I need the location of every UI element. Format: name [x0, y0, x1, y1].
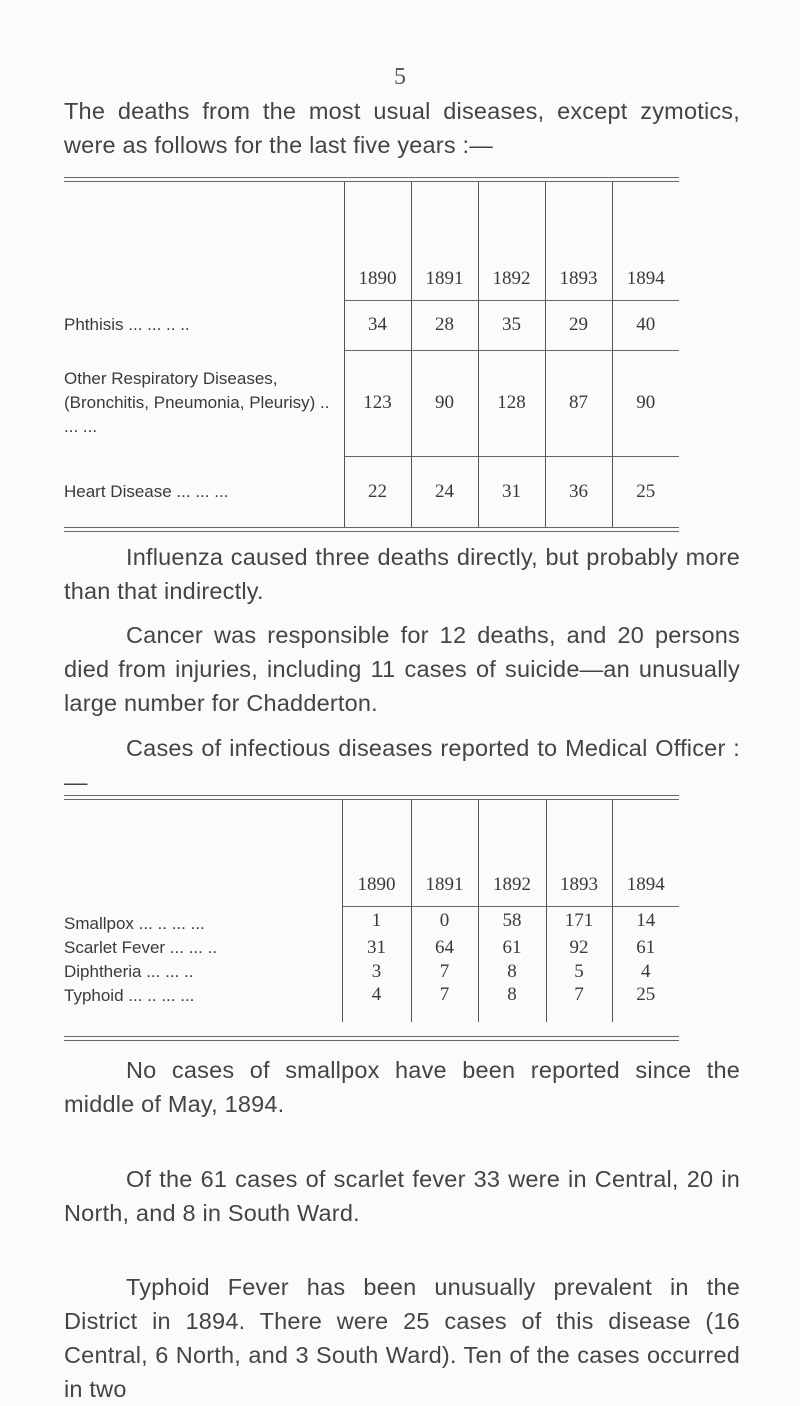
cases-table [64, 800, 679, 1022]
page-number: 5 [394, 64, 406, 90]
cell: 31 [478, 456, 545, 527]
cell: 90 [411, 350, 478, 456]
cell: 7 [411, 960, 478, 984]
cell: 25 [612, 984, 679, 1022]
table-row [64, 936, 679, 960]
row-label: Heart Disease ... ... ... [64, 481, 229, 501]
year-header: 1890 [344, 182, 411, 300]
cell: 1 [342, 906, 411, 936]
table-row [64, 300, 679, 350]
cell: 29 [545, 300, 612, 350]
cell: 0 [411, 906, 478, 936]
intro-paragraph: The deaths from the most usual diseases, except zymotics, were as follows for the last five years :— [64, 98, 740, 158]
typhoid-paragraph: Typhoid Fever has been unusually prevalent in the District in 1894. There were 25 cases of this disease (16 Central, 6 North, and 3 South Ward). Ten of the cases occurred in two [64, 1274, 740, 1402]
cell: 8 [478, 984, 546, 1022]
cell: 128 [478, 350, 545, 456]
row-label: Phthisis ... ... .. .. [64, 315, 190, 334]
year-header: 1893 [546, 800, 612, 906]
table-bottom-rule [64, 527, 679, 532]
row-label: Smallpox ... .. ... ... [64, 914, 205, 933]
year-header: 1892 [478, 182, 545, 300]
cell: 22 [344, 456, 411, 527]
year-header: 1891 [411, 800, 478, 906]
cell: 14 [612, 906, 679, 936]
year-header: 1891 [411, 182, 478, 300]
cell: 35 [478, 300, 545, 350]
cell: 4 [612, 960, 679, 984]
row-label: Diphtheria ... ... .. [64, 962, 194, 981]
year-header: 1892 [478, 800, 546, 906]
cell: 61 [478, 936, 546, 960]
cell: 5 [546, 960, 612, 984]
influenza-paragraph: Influenza caused three deaths directly, but probably more than that indirectly. [64, 544, 740, 604]
scarlet-paragraph: Of the 61 cases of scarlet fever 33 were in Central, 20 in North, and 8 in South Ward. [64, 1166, 740, 1226]
cell: 7 [411, 984, 478, 1022]
cell: 24 [411, 456, 478, 527]
cell: 8 [478, 960, 546, 984]
cell: 25 [612, 456, 679, 527]
cases-intro-paragraph: Cases of infectious diseases reported to Medical Officer :— [64, 735, 740, 795]
year-header: 1890 [342, 800, 411, 906]
cell: 87 [545, 350, 612, 456]
cell: 28 [411, 300, 478, 350]
table-row [64, 456, 679, 527]
cell: 36 [545, 456, 612, 527]
cell: 31 [342, 936, 411, 960]
cell: 58 [478, 906, 546, 936]
cell: 61 [612, 936, 679, 960]
row-label: Typhoid ... .. ... ... [64, 986, 195, 1005]
deaths-header-row [64, 182, 679, 300]
cell: 4 [342, 984, 411, 1022]
cell: 64 [411, 936, 478, 960]
year-header: 1894 [612, 182, 679, 300]
smallpox-paragraph: No cases of smallpox have been reported since the middle of May, 1894. [64, 1057, 740, 1117]
cases-header-row [64, 800, 679, 906]
row-label: Other Respiratory Diseases, (Bronchitis, Pneumonia, Pleurisy) .. ... ... [64, 369, 330, 436]
year-header: 1893 [545, 182, 612, 300]
year-header: 1894 [612, 800, 679, 906]
cell: 3 [342, 960, 411, 984]
deaths-table [64, 182, 679, 527]
row-label: Scarlet Fever ... ... .. [64, 938, 218, 957]
cell: 40 [612, 300, 679, 350]
table-row [64, 906, 679, 936]
table-row [64, 350, 679, 456]
cell: 123 [344, 350, 411, 456]
cell: 90 [612, 350, 679, 456]
cancer-paragraph: Cancer was responsible for 12 deaths, and 20 persons died from injuries, including 11 cases of suicide—an unusually large number for Chadderton. [64, 622, 740, 716]
cell: 7 [546, 984, 612, 1022]
cell: 34 [344, 300, 411, 350]
table-row [64, 984, 679, 1022]
table-row [64, 960, 679, 984]
cell: 171 [546, 906, 612, 936]
table-bottom-rule [64, 1036, 679, 1041]
cell: 92 [546, 936, 612, 960]
